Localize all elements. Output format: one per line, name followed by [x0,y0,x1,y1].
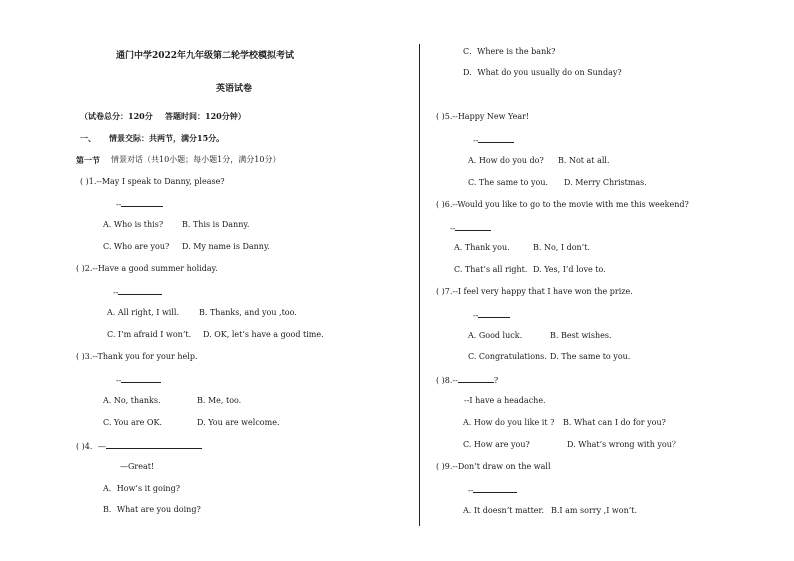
question-5-option-a: A. How do you do? [468,156,544,165]
part-label: 情景交际：共两节，满分15分。 [109,133,225,143]
question-3-option-a: A. No, thanks. [103,396,161,405]
question-6-option-a: A. Thank you. [454,243,510,252]
question-4-option-d: D．What do you usually do on Sunday? [463,68,622,77]
question-6-option-b: B. No, I don’t. [533,243,590,252]
question-6-option-d: D. Yes, I’d love to. [533,265,606,274]
question-1-reply: -- [116,198,163,210]
question-8-option-c: C. How are you? [463,440,530,449]
question-2-option-a: A. All right, I will. [107,308,180,317]
question-8-option-d: D. What’s wrong with you？ [567,440,680,449]
question-2-stem: ( )2.--Have a good summer holiday. [76,264,218,273]
question-3-reply: -- [116,374,161,386]
question-3-option-d: D. You are welcome. [197,418,280,427]
question-8-option-b: B. What can I do for you? [563,418,666,427]
time-limit: 答题时间：120分钟） [165,111,246,121]
answer-blank [121,198,163,207]
question-3-option-b: B. Me, too. [197,396,242,405]
question-7-option-d: D. The same to you. [550,352,631,361]
question-9-option-b: B.I am sorry ,I won’t. [551,506,638,515]
question-4-stem: ( )4．— [76,440,202,452]
part-number: 一、 [80,133,96,143]
question-5-option-c: C. The same to you. [468,178,549,187]
answer-blank [478,309,510,318]
question-1-option-c: C. Who are you? [103,242,170,251]
exam-title: 通门中学2022年九年级第二轮学校模拟考试 [116,51,295,61]
question-2-option-b: B. Thanks, and you ,too. [199,308,297,317]
question-8-option-a: A. How do you like it ? [463,418,555,427]
question-9-reply: -- [468,484,517,496]
question-1-option-a: A. Who is this? [103,220,164,229]
answer-blank [118,286,162,295]
answer-blank [121,374,161,383]
question-7-reply: -- [473,309,510,321]
question-7-option-c: C. Congratulations. [468,352,547,361]
question-4-option-c: C．Where is the bank? [463,47,556,56]
answer-blank [478,134,514,143]
section-label: 第一节 [76,155,100,165]
question-5-option-b: B. Not at all. [558,156,610,165]
question-1-option-d: D. My name is Danny. [182,242,270,251]
question-5-stem: ( )5.--Happy New Year! [436,112,530,121]
question-1-option-b: B. This is Danny. [182,220,250,229]
total-score: （试卷总分：120分 [80,111,153,121]
column-divider [419,44,420,526]
section-description: 情景对话（共10小题；每小题1分，满分10分） [111,155,281,164]
question-4-reply: —Great! [120,462,155,471]
question-7-stem: ( )7.--I feel very happy that I have won the prize. [436,287,633,296]
question-6-reply: -- [450,222,491,234]
paper-subtitle: 英语试卷 [216,84,253,94]
question-7-option-b: B. Best wishes. [550,331,612,340]
question-2-reply: -- [113,286,162,298]
question-1-stem: ( )1.--May I speak to Danny, please? [80,177,225,186]
question-8-reply: --I have a headache. [464,396,546,405]
question-6-option-c: C. That’s all right. [454,265,528,274]
answer-blank [458,374,494,383]
question-8-stem: ( )8.-- ? [436,376,499,385]
question-6-stem: ( )6.--Would you like to go to the movie with me this weekend? [436,200,689,209]
question-4-option-b: B．What are you doing? [103,505,201,514]
question-9-stem: ( )9.--Don’t draw on the wall [436,462,551,471]
answer-blank [473,484,517,493]
question-9-option-a: A. It doesn’t matter. [463,506,545,515]
question-4-option-a: A．How’s it going? [103,484,180,493]
question-5-option-d: D. Merry Christmas. [564,178,647,187]
answer-blank [455,222,491,231]
question-3-option-c: C. You are OK. [103,418,162,427]
question-2-option-c: C. I’m afraid I won’t. [107,330,192,339]
answer-blank [106,440,202,449]
question-5-reply: -- [473,134,514,146]
question-3-stem: ( )3.--Thank you for your help. [76,352,198,361]
question-7-option-a: A. Good luck. [468,331,523,340]
question-2-option-d: D. OK, let’s have a good time. [203,330,324,339]
